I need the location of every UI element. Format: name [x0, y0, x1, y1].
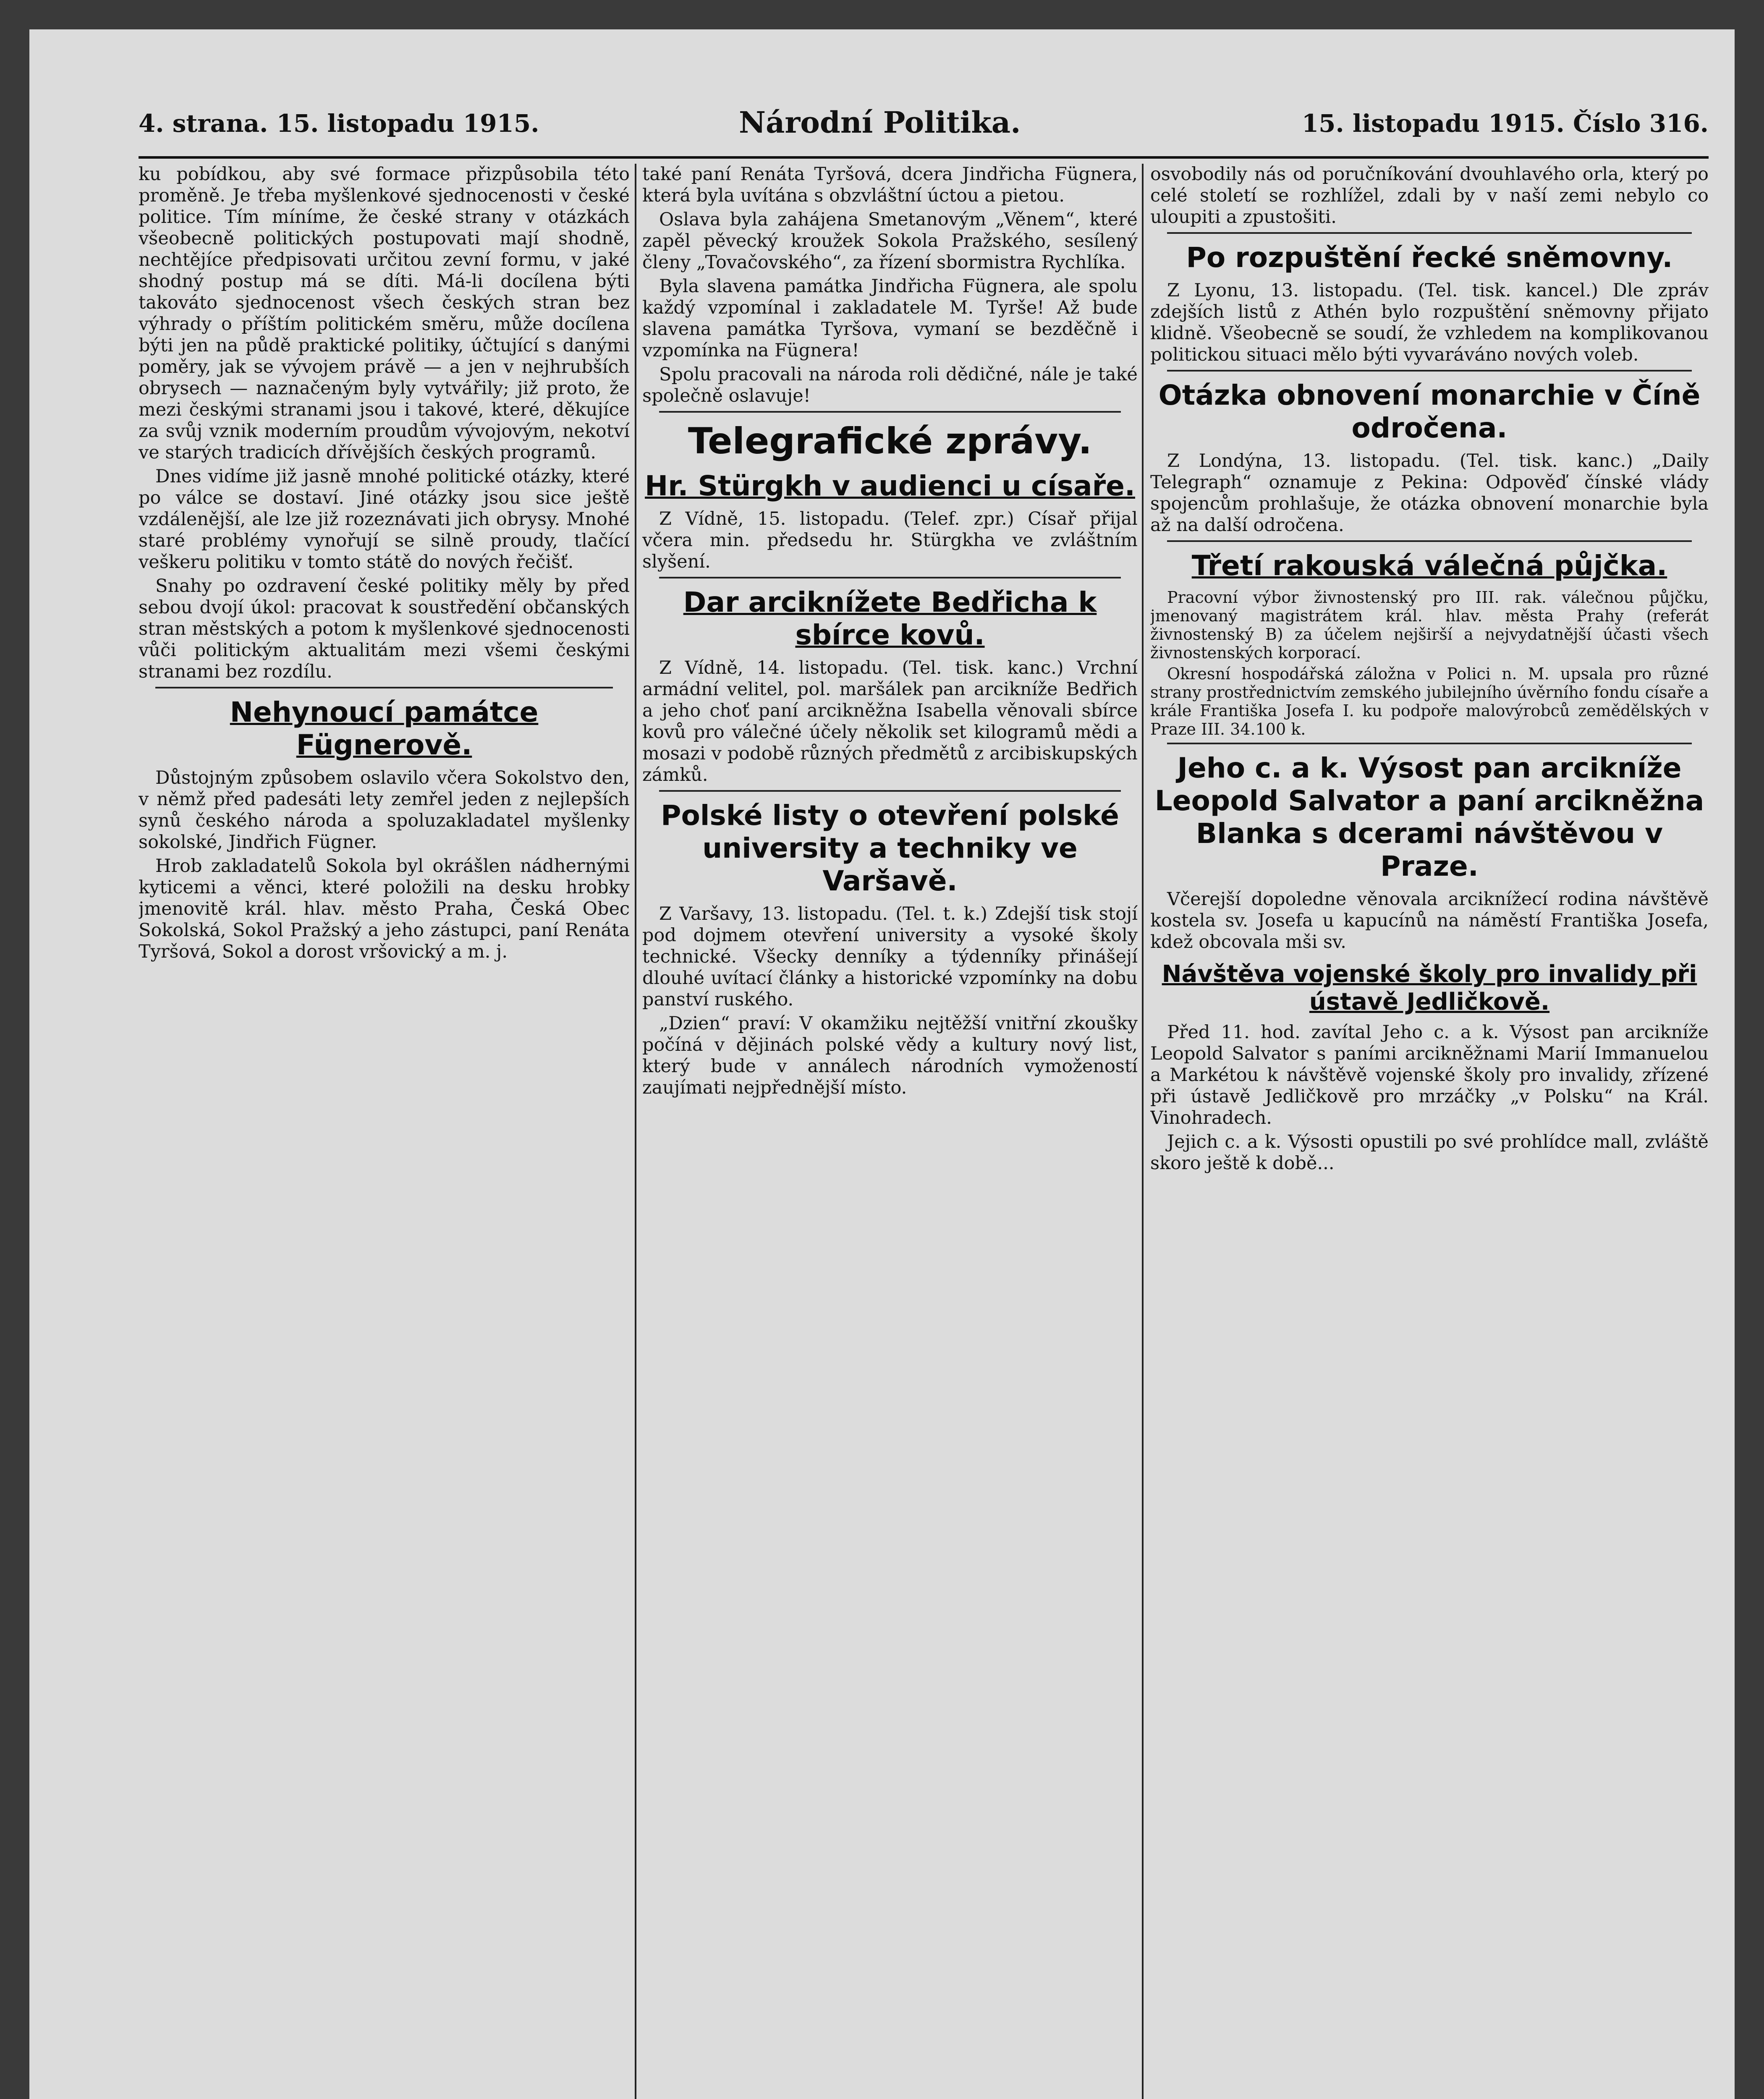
headline-polish-university: Polské listy o otevření polské university a techniky ve Varšavě.: [661, 799, 1119, 897]
header-rule: [139, 156, 1709, 159]
article-paragraph: Byla slavena památka Jindřicha Fügnera, ale spolu každý vzpomínal i zakladatele M. Tyrše! Až bude slavena památka Tyršova, vymaní se bezděčně i vzpomínka na Fügnera!: [642, 276, 1138, 361]
article-paragraph: Pracovní výbor živnostenský pro III. rak. válečnou půjčku, jmenovaný magistrátem král. hlav. města Prahy (referát živnostenský B) za účelem nejširší a nejvydatnější účasti všech živnostenských korporací.: [1150, 588, 1709, 662]
divider: [659, 577, 1121, 578]
article-paragraph: Jejich c. a k. Výsosti opustili po své prohlídce mall, zvláště skoro ještě k době...: [1150, 1131, 1709, 1174]
issue-number: 15. listopadu 1915. Číslo 316.: [1301, 109, 1709, 138]
article-paragraph: Z Varšavy, 13. listopadu. (Tel. t. k.) Zdejší tisk stojí pod dojmem otevření university a vysoké školy technické. Všecky denníky a týdenníky přinášejí dlouhé uvítací články a historické vzpomínky na dobu panství ruského.: [642, 903, 1138, 1010]
article-paragraph: Okresní hospodářská záložna v Polici n. M. upsala pro různé strany prostřednictvím zemského jubilejního úvěrního fondu císaře a krále Františka Josefa I. ku podpoře malovýrobců zemědělských v Praze III. 34.100 k.: [1150, 665, 1709, 738]
article-paragraph: Spolu pracovali na národa roli dědičné, nále je také společně oslavuje!: [642, 364, 1138, 406]
page-date-left: 4. strana. 15. listopadu 1915.: [139, 109, 539, 138]
column-divider: [1142, 164, 1144, 2099]
article-paragraph: „Dzien“ praví: V okamžiku nejtěžší vnitřní zkoušky počíná v dějinách polské vědy a kultury nový list, který bude v annálech národních vymožeností zaujímati nejpřednější místo.: [642, 1013, 1138, 1098]
article-paragraph: Z Vídně, 14. listopadu. (Tel. tisk. kanc.) Vrchní armádní velitel, pol. maršálek pan arcikníže Bedřich a jeho choť paní arcikněžna Isabella věnovali sbírce kovů pro válečné účely několik set kilogramů mědi a mosazi v podobě různých předmětů z arcibiskupských zámků.: [642, 657, 1138, 785]
divider: [1167, 370, 1692, 372]
headline-invalid-school: Návštěva vojenské školy pro invalidy při ústavě Jedličkově.: [1162, 961, 1697, 1015]
article-paragraph: Z Vídně, 15. listopadu. (Telef. zpr.) Císař přijal včera min. předsedu hr. Stürgkha ve zvláštním slyšení.: [642, 508, 1138, 572]
divider: [659, 790, 1121, 792]
headline-archduke-visit: Jeho c. a k. Výsost pan arcikníže Leopold Salvator a paní arcikněžna Blanka s dcerami návštěvou v Praze.: [1154, 752, 1704, 882]
article-paragraph: také paní Renáta Tyršová, dcera Jindřicha Fügnera, která byla uvítána s obzvláštní úctou a pietou.: [642, 164, 1138, 206]
headline-fugner: Nehynoucí památce Fügnerově.: [230, 696, 539, 761]
article-paragraph: Před 11. hod. zavítal Jeho c. a k. Výsost pan arcikníže Leopold Salvator s paními arcikněžnami Marií Immanuelou a Markétou k návštěvě vojenské školy pro invalidy, zřízené při ústavě Jedličkově pro mrzáčky „v Polsku“ na Král. Vinohradech.: [1150, 1022, 1709, 1128]
article-paragraph: Z Lyonu, 13. listopadu. (Tel. tisk. kancel.) Dle zpráv zdejších listů z Athén bylo rozpuštění sněmovny přijato klidně. Všeobecně se soudí, že vzhledem na komplikovanou politickou situaci mělo býti vyvaráváno nových voleb.: [1150, 280, 1709, 365]
column-1: [139, 164, 630, 2099]
headline-archduke-metal: Dar arciknížete Bedřicha k sbírce kovů.: [683, 586, 1097, 651]
article-paragraph: Oslava byla zahájena Smetanovým „Věnem“, které zapěl pěvecký kroužek Sokola Pražského, sesílený členy „Tovačovského“, za řízení sbormistra Rychlíka.: [642, 209, 1138, 273]
divider: [1167, 232, 1692, 234]
article-paragraph: Z Londýna, 13. listopadu. (Tel. tisk. kanc.) „Daily Telegraph“ oznamuje z Pekina: Odpověď čínské vlády spojencům prohlašuje, že otázka obnovení monarchie byla až na další odročena.: [1150, 450, 1709, 536]
column-2: [642, 164, 1138, 2099]
article-paragraph: Dnes vidíme již jasně mnohé politické otázky, které po válce se dostaví. Jiné otázky jsou sice ještě vzdálenější, ale lze již rozeznávati jich obrysy. Mnohé staré problémy vynořují se silně proudy, tlačící veškeru politiku v tomto státě do nových řečišť.: [139, 466, 630, 573]
column-divider: [635, 164, 636, 2099]
article-paragraph: Důstojným způsobem oslavilo včera Sokolstvo den, v němž před padesáti lety zemřel jeden z nejlepších synů českého národa a spoluzakladatel myšlenky sokolské, Jindřich Fügner.: [139, 767, 630, 853]
article-paragraph: Hrob zakladatelů Sokola byl okrášlen nádhernými kyticemi a věnci, které položili na desku hrobky jmenovitě král. hlav. město Praha, Česká Obec Sokolská, Sokol Pražský a jeho zástupci, paní Renáta Tyršová, Sokol a dorost vršovický a m. j.: [139, 856, 630, 962]
headline-telegraph: Telegrafické zprávy.: [688, 420, 1092, 462]
headline-greek-parliament: Po rozpuštění řecké sněmovny.: [1186, 241, 1673, 274]
headline-china-monarchy: Otázka obnovení monarchie v Číně odročena.: [1158, 379, 1701, 444]
headline-sturgkh: Hr. Stürgkh v audienci u císaře.: [645, 470, 1135, 502]
article-paragraph: Snahy po ozdravení české politiky měly by před sebou dvojí úkol: pracovat k soustředění občanských stran městských a potom k myšlenkové sjednocenosti vůči politickým aktualitám mezi všemi českými stranami bez rozdílu.: [139, 576, 630, 682]
article-paragraph: ku pobídkou, aby své formace přizpůsobila této proměně. Je třeba myšlenkové sjednocenosti v české politice. Tím míníme, že české strany v otázkách všeobecně politických postupovati mají shodně, nechtějíce předpisovati určitou zevní formu, v jaké shodný postup má se díti. Má-li docílena býti takováto sjednocenost všech českých stran bez výhrady o příštím politickém směru, může docílena býti jen na půdě praktické politiky, účtující s danými poměry, jak se vývojem právě — a jen v nejhrubších obrysech — naznačeným byly vytvářily; již proto, že mezi českými stranami jsou i takové, které, děkujíce za svůj vznik moderním proudům vývojovým, nekotví ve starých tradicích dřívějších českých programů.: [139, 164, 630, 463]
divider: [1167, 743, 1692, 744]
divider: [155, 687, 613, 688]
column-3: [1150, 164, 1709, 2099]
divider: [659, 411, 1121, 413]
article-paragraph: osvobodily nás od poručníkování dvouhlavého orla, který po celé století se rozhlížel, zdali by v naší zemi nebylo co uloupiti a zpustošiti.: [1150, 164, 1709, 228]
article-paragraph: Včerejší dopoledne věnovala arciknížecí rodina návštěvě kostela sv. Josefa u kapucínů na náměstí Františka Josefa, kdež obcovala mši sv.: [1150, 889, 1709, 953]
masthead: [139, 105, 1709, 151]
newspaper-title: Národní Politika.: [739, 105, 1021, 140]
headline-war-loan: Třetí rakouská válečná půjčka.: [1191, 550, 1667, 582]
divider: [1167, 540, 1692, 542]
